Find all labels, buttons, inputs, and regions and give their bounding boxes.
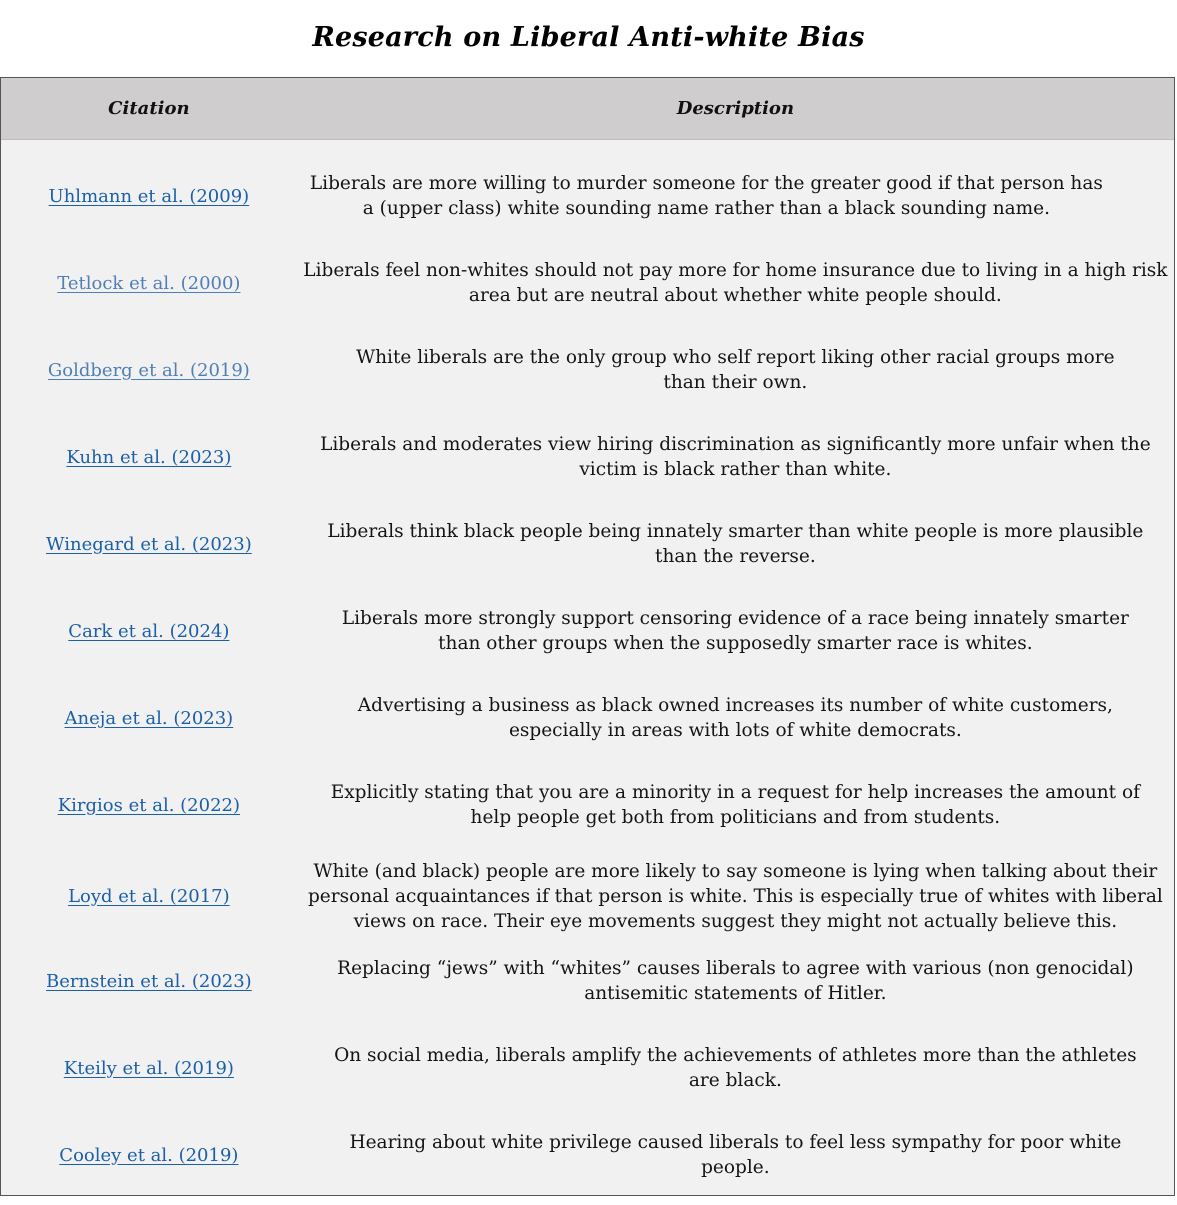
citation-link[interactable]: Goldberg et al. (2019) <box>47 359 250 381</box>
page-title: Research on Liberal Anti-white Bias <box>312 22 865 53</box>
description-cell: Hearing about white privilege caused liberals to feel less sympathy for poor white people. <box>349 1132 1122 1178</box>
citation-link[interactable]: Cooley et al. (2019) <box>59 1144 239 1166</box>
citation-link[interactable]: Aneja et al. (2023) <box>64 707 234 729</box>
table-row <box>1 320 1174 420</box>
citation-cell <box>1 971 297 992</box>
citation-cell <box>1 273 297 294</box>
citation-cell <box>1 186 297 207</box>
citation-link[interactable]: Bernstein et al. (2023) <box>46 970 252 992</box>
description-cell: Explicitly stating that you are a minority in a request for help increases the amount of help people get both from politicians and from students. <box>330 782 1140 828</box>
citation-link[interactable]: Winegard et al. (2023) <box>46 533 252 555</box>
description-cell: On social media, liberals amplify the achievements of athletes more than the athletes are black. <box>334 1045 1137 1091</box>
citation-link[interactable]: Kirgios et al. (2022) <box>57 794 240 816</box>
table-row <box>1 581 1174 681</box>
citation-cell <box>1 1145 297 1166</box>
citation-cell <box>1 621 297 642</box>
research-table <box>0 77 1175 1196</box>
description-cell: Liberals are more willing to murder someone for the greater good if that person has a (upper class) white sounding name rather than a black sounding name. <box>309 173 1103 219</box>
citation-cell <box>1 795 297 816</box>
table-row <box>1 146 1174 246</box>
table-row <box>1 755 1174 855</box>
citation-cell <box>1 360 297 381</box>
table-row <box>1 931 1174 1031</box>
citation-link[interactable]: Loyd et al. (2017) <box>68 885 230 907</box>
description-cell: White liberals are the only group who self report liking other racial groups more than their own. <box>356 347 1115 393</box>
citation-link[interactable]: Kuhn et al. (2023) <box>66 446 232 468</box>
table-row <box>1 407 1174 507</box>
citation-cell <box>1 447 297 468</box>
description-cell: White (and black) people are more likely to say someone is lying when talking about their personal acquaintances if that person is white. This is especially true of whites with liberal views on race. Their eye movements suggest they might not actually believe this. <box>307 860 1163 932</box>
column-header-description: Description <box>676 98 795 119</box>
description-cell: Liberals and moderates view hiring discrimination as significantly more unfair when the victim is black rather than white. <box>320 434 1151 480</box>
description-cell: Liberals more strongly support censoring evidence of a race being innately smarter than other groups when the supposedly smarter race is whites. <box>341 608 1129 654</box>
description-cell: Liberals feel non-whites should not pay more for home insurance due to living in a high risk area but are neutral about whether white people should. <box>303 260 1168 306</box>
citation-cell <box>1 886 297 907</box>
citation-link[interactable]: Uhlmann et al. (2009) <box>48 185 250 207</box>
table-header <box>1 78 1174 140</box>
citation-cell <box>1 708 297 729</box>
description-cell: Liberals think black people being innately smarter than white people is more plausible than the reverse. <box>327 521 1144 567</box>
citation-link[interactable]: Tetlock et al. (2000) <box>57 272 241 294</box>
description-cell: Advertising a business as black owned increases its number of white customers, especially in areas with lots of white democrats. <box>357 695 1113 741</box>
citation-cell <box>1 1058 297 1079</box>
description-cell: Replacing “jews” with “whites” causes liberals to agree with various (non genocidal) antisemitic statements of Hitler. <box>337 958 1134 1004</box>
citation-link[interactable]: Kteily et al. (2019) <box>63 1057 234 1079</box>
column-header-citation: Citation <box>108 98 190 119</box>
citation-link[interactable]: Cark et al. (2024) <box>68 620 230 642</box>
citation-cell <box>1 534 297 555</box>
table-row <box>1 1018 1174 1118</box>
table-row <box>1 668 1174 768</box>
table-row <box>1 233 1174 333</box>
table-row <box>1 494 1174 594</box>
table-row <box>1 1105 1174 1205</box>
